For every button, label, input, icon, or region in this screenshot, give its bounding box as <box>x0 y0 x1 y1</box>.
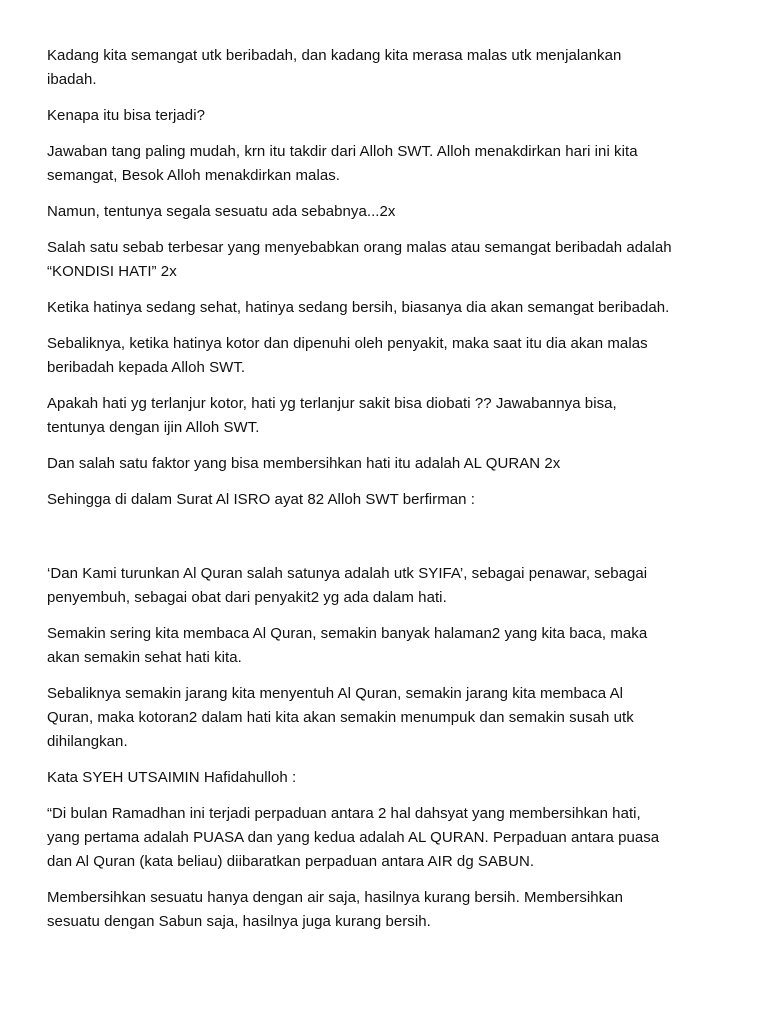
paragraph-less-reading <box>47 682 728 754</box>
text-line: Sebaliknya, ketika hatinya kotor dan dipenuhi oleh penyakit, maka saat itu dia akan malas <box>47 335 648 352</box>
paragraph-question <box>47 104 728 128</box>
text-line: tentunya dengan ijin Alloh SWT. <box>47 419 260 436</box>
text-line: Jawaban tang paling mudah, krn itu takdir dari Alloh SWT. Alloh menakdirkan hari ini kita <box>47 143 638 160</box>
text-line: sesuatu dengan Sabun saja, hasilnya juga kurang bersih. <box>47 913 431 930</box>
paragraph-syeh-utsaimin <box>47 766 728 790</box>
text-line: Sebaliknya semakin jarang kita menyentuh Al Quran, semakin jarang kita membaca Al <box>47 685 624 702</box>
text-line: akan semakin sehat hati kita. <box>47 649 242 666</box>
text-line: Kadang kita semangat utk beribadah, dan kadang kita merasa malas utk menjalankan <box>47 47 622 64</box>
paragraph-healthy-heart <box>47 296 728 320</box>
text-line: semangat, Besok Alloh menakdirkan malas. <box>47 167 340 184</box>
paragraph-syifa-quote <box>47 562 728 610</box>
text-line: Kata SYEH UTSAIMIN Hafidahulloh : <box>47 769 297 786</box>
blank-gap <box>47 524 728 562</box>
paragraph-air-sabun <box>47 886 728 934</box>
paragraph-cure-question <box>47 392 728 440</box>
paragraph-al-quran <box>47 452 728 476</box>
paragraph-ramadhan-quote <box>47 802 728 874</box>
text-line: ibadah. <box>47 71 97 88</box>
paragraph-intro <box>47 44 728 92</box>
text-line: Namun, tentunya segala sesuatu ada sebabnya...2x <box>47 203 396 220</box>
text-line: beribadah kepada Alloh SWT. <box>47 359 246 376</box>
text-line: dihilangkan. <box>47 733 128 750</box>
paragraph-reason <box>47 200 728 224</box>
text-line: penyembuh, sebagai obat dari penyakit2 yg ada dalam hati. <box>47 589 447 606</box>
text-line: Membersihkan sesuatu hanya dengan air saja, hasilnya kurang bersih. Membersihkan <box>47 889 623 906</box>
text-line: Kenapa itu bisa terjadi? <box>47 107 205 124</box>
text-line: Salah satu sebab terbesar yang menyebabkan orang malas atau semangat beribadah adalah <box>47 239 672 256</box>
paragraph-kondisi-hati <box>47 236 728 284</box>
paragraph-dirty-heart <box>47 332 728 380</box>
text-line: Apakah hati yg terlanjur kotor, hati yg terlanjur sakit bisa diobati ?? Jawabannya bisa, <box>47 395 617 412</box>
paragraph-surat-al-isro <box>47 488 728 512</box>
text-line: Semakin sering kita membaca Al Quran, semakin banyak halaman2 yang kita baca, maka <box>47 625 648 642</box>
text-line: “Di bulan Ramadhan ini terjadi perpaduan antara 2 hal dahsyat yang membersihkan hati, <box>47 805 641 822</box>
text-line: dan Al Quran (kata beliau) diibaratkan perpaduan antara AIR dg SABUN. <box>47 853 535 870</box>
text-line: Ketika hatinya sedang sehat, hatinya sedang bersih, biasanya dia akan semangat beribadah. <box>47 299 670 316</box>
text-line: yang pertama adalah PUASA dan yang kedua adalah AL QURAN. Perpaduan antara puasa <box>47 829 660 846</box>
text-line: ‘Dan Kami turunkan Al Quran salah satunya adalah utk SYIFA’, sebagai penawar, sebagai <box>47 565 648 582</box>
paragraph-more-reading <box>47 622 728 670</box>
text-line: Quran, maka kotoran2 dalam hati kita akan semakin menumpuk dan semakin susah utk <box>47 709 634 726</box>
text-line: “KONDISI HATI” 2x <box>47 263 177 280</box>
text-line: Sehingga di dalam Surat Al ISRO ayat 82 Alloh SWT berfirman : <box>47 491 475 508</box>
text-line: Dan salah satu faktor yang bisa membersihkan hati itu adalah AL QURAN 2x <box>47 455 561 472</box>
paragraph-answer <box>47 140 728 188</box>
